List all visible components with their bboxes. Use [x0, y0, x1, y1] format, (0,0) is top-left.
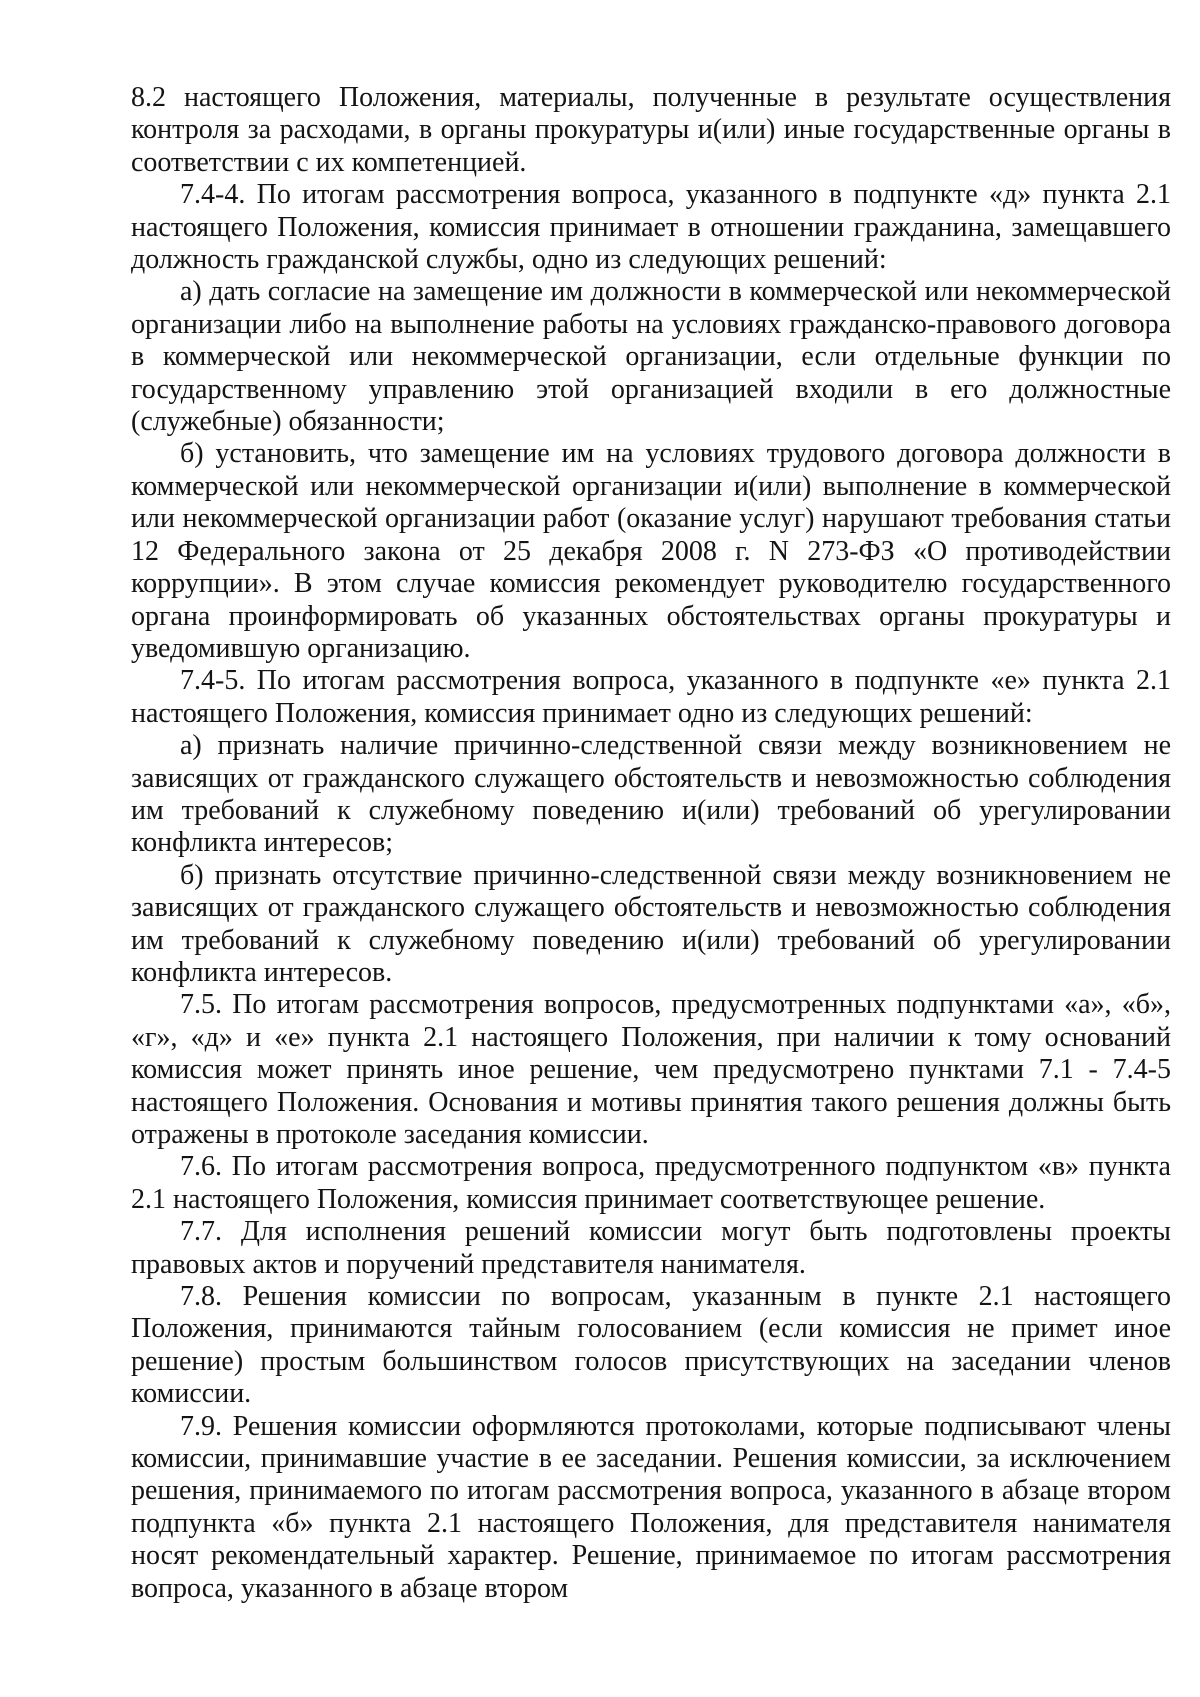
document-body: [131, 82, 1171, 1605]
paragraph-7-4-5-a: а) признать наличие причинно-следственной связи между возникновением не зависящих от гражданского служащего обстоятельств и невозможностью соблюдения им требований к служебному поведению и(или) требований об урегулировании конфликта интересов;: [131, 730, 1171, 859]
paragraph-7-4-4-b: б) установить, что замещение им на условиях трудового договора должности в коммерческой или некоммерческой организации и(или) выполнение в коммерческой или некоммерческой организации работ (оказание услуг) нарушают требования статьи 12 Федерального закона от 25 декабря 2008 г. N 273-ФЗ «О противодействии коррупции». В этом случае комиссия рекомендует руководителю государственного органа проинформировать об указанных обстоятельствах органы прокуратуры и уведомившую организацию.: [131, 438, 1171, 664]
paragraph-7-9: 7.9. Решения комиссии оформляются протоколами, которые подписывают члены комиссии, принимавшие участие в ее заседании. Решения комиссии, за исключением решения, принимаемого по итогам рассмотрения вопроса, указанного в абзаце втором подпункта «б» пункта 2.1 настоящего Положения, для представителя нанимателя носят рекомендательный характер. Решение, принимаемое по итогам рассмотрения вопроса, указанного в абзаце втором: [131, 1410, 1171, 1604]
paragraph-7-4-5: 7.4-5. По итогам рассмотрения вопроса, указанного в подпункте «е» пункта 2.1 настоящего Положения, комиссия принимает одно из следующих решений:: [131, 665, 1171, 729]
paragraph-7-4-5-b: б) признать отсутствие причинно-следственной связи между возникновением не зависящих от гражданского служащего обстоятельств и невозможностью соблюдения им требований к служебному поведению и(или) требований об урегулировании конфликта интересов.: [131, 859, 1171, 988]
paragraph-7-5: 7.5. По итогам рассмотрения вопросов, предусмотренных подпунктами «а», «б», «г», «д» и «е» пункта 2.1 настоящего Положения, при наличии к тому оснований комиссия может принять иное решение, чем предусмотрено пунктами 7.1 - 7.4-5 настоящего Положения. Основания и мотивы принятия такого решения должны быть отражены в протоколе заседания комиссии.: [131, 989, 1171, 1150]
paragraph-7-7: 7.7. Для исполнения решений комиссии могут быть подготовлены проекты правовых актов и поручений представителя нанимателя.: [131, 1216, 1171, 1280]
paragraph-7-6: 7.6. По итогам рассмотрения вопроса, предусмотренного подпунктом «в» пункта 2.1 настоящего Положения, комиссия принимает соответствующее решение.: [131, 1151, 1171, 1215]
paragraph-7-4-4: 7.4-4. По итогам рассмотрения вопроса, указанного в подпункте «д» пункта 2.1 настоящего Положения, комиссия принимает в отношении гражданина, замещавшего должность гражданской службы, одно из следующих решений:: [131, 179, 1171, 276]
paragraph-8-2-continuation: 8.2 настоящего Положения, материалы, полученные в результате осуществления контроля за расходами, в органы прокуратуры и(или) иные государственные органы в соответствии с их компетенцией.: [131, 82, 1171, 178]
paragraph-7-8: 7.8. Решения комиссии по вопросам, указанным в пункте 2.1 настоящего Положения, принимаются тайным голосованием (если комиссия не примет иное решение) простым большинством голосов присутствующих на заседании членов комиссии.: [131, 1281, 1171, 1410]
paragraph-7-4-4-a: а) дать согласие на замещение им должности в коммерческой или некоммерческой организации либо на выполнение работы на условиях гражданско-правового договора в коммерческой или некоммерческой организации, если отдельные функции по государственному управлению этой организацией входили в его должностные (служебные) обязанности;: [131, 276, 1171, 438]
